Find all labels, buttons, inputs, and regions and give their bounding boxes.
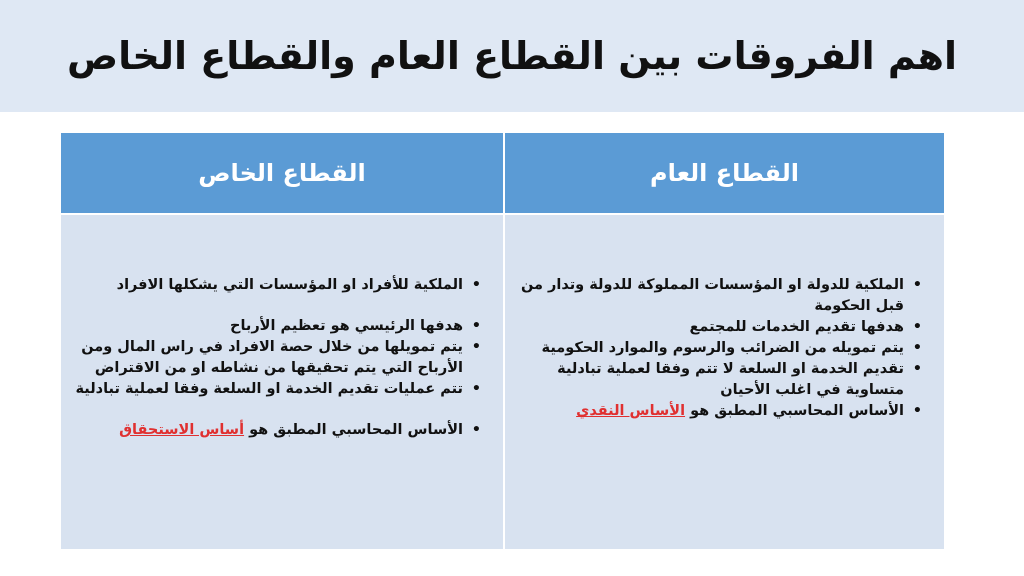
comparison-table [61,133,944,549]
list-item: • يتم تمويله من الضرائب والرسوم والموارد الحكومية [519,338,922,359]
list-item: • الأساس المحاسبي المطبق هو أساس الاستحقاق [75,420,481,441]
highlight-accrual-basis: أساس الاستحقاق [119,422,245,439]
page-title: اهم الفروقات بين القطاع العام والقطاع الخاص [66,34,958,78]
header-private-sector: القطاع الخاص [61,133,503,213]
title-band [0,0,1024,112]
header-public-sector: القطاع العام [503,133,944,213]
public-sector-list [519,275,922,422]
private-sector-list [75,275,481,441]
list-item: • هدفها الرئيسي هو تعظيم الأرباح [75,316,481,337]
list-item: • الملكية للدولة او المؤسسات المملوكة للدولة وتدار من قبل الحكومة [519,275,922,317]
public-sector-cell [503,213,944,549]
list-item: • تقديم الخدمة او السلعة لا تتم وفقا لعملية تبادلية متساوية في اغلب الأحيان [519,359,922,401]
highlight-cash-basis: الأساس النقدي [576,403,686,420]
list-item: • الأساس المحاسبي المطبق هو الأساس النقدي [519,401,922,422]
list-item: • يتم تمويلها من خلال حصة الافراد في راس المال ومن الأرباح التي يتم تحقيقها من نشاطه او من الاقتراض [75,337,481,379]
list-item: • الملكية للأفراد او المؤسسات التي يشكلها الافراد [75,275,481,296]
list-item: • تتم عمليات تقديم الخدمة او السلعة وفقا لعملية تبادلية [75,379,481,400]
list-item: • هدفها تقديم الخدمات للمجتمع [519,317,922,338]
private-sector-cell [61,213,503,549]
